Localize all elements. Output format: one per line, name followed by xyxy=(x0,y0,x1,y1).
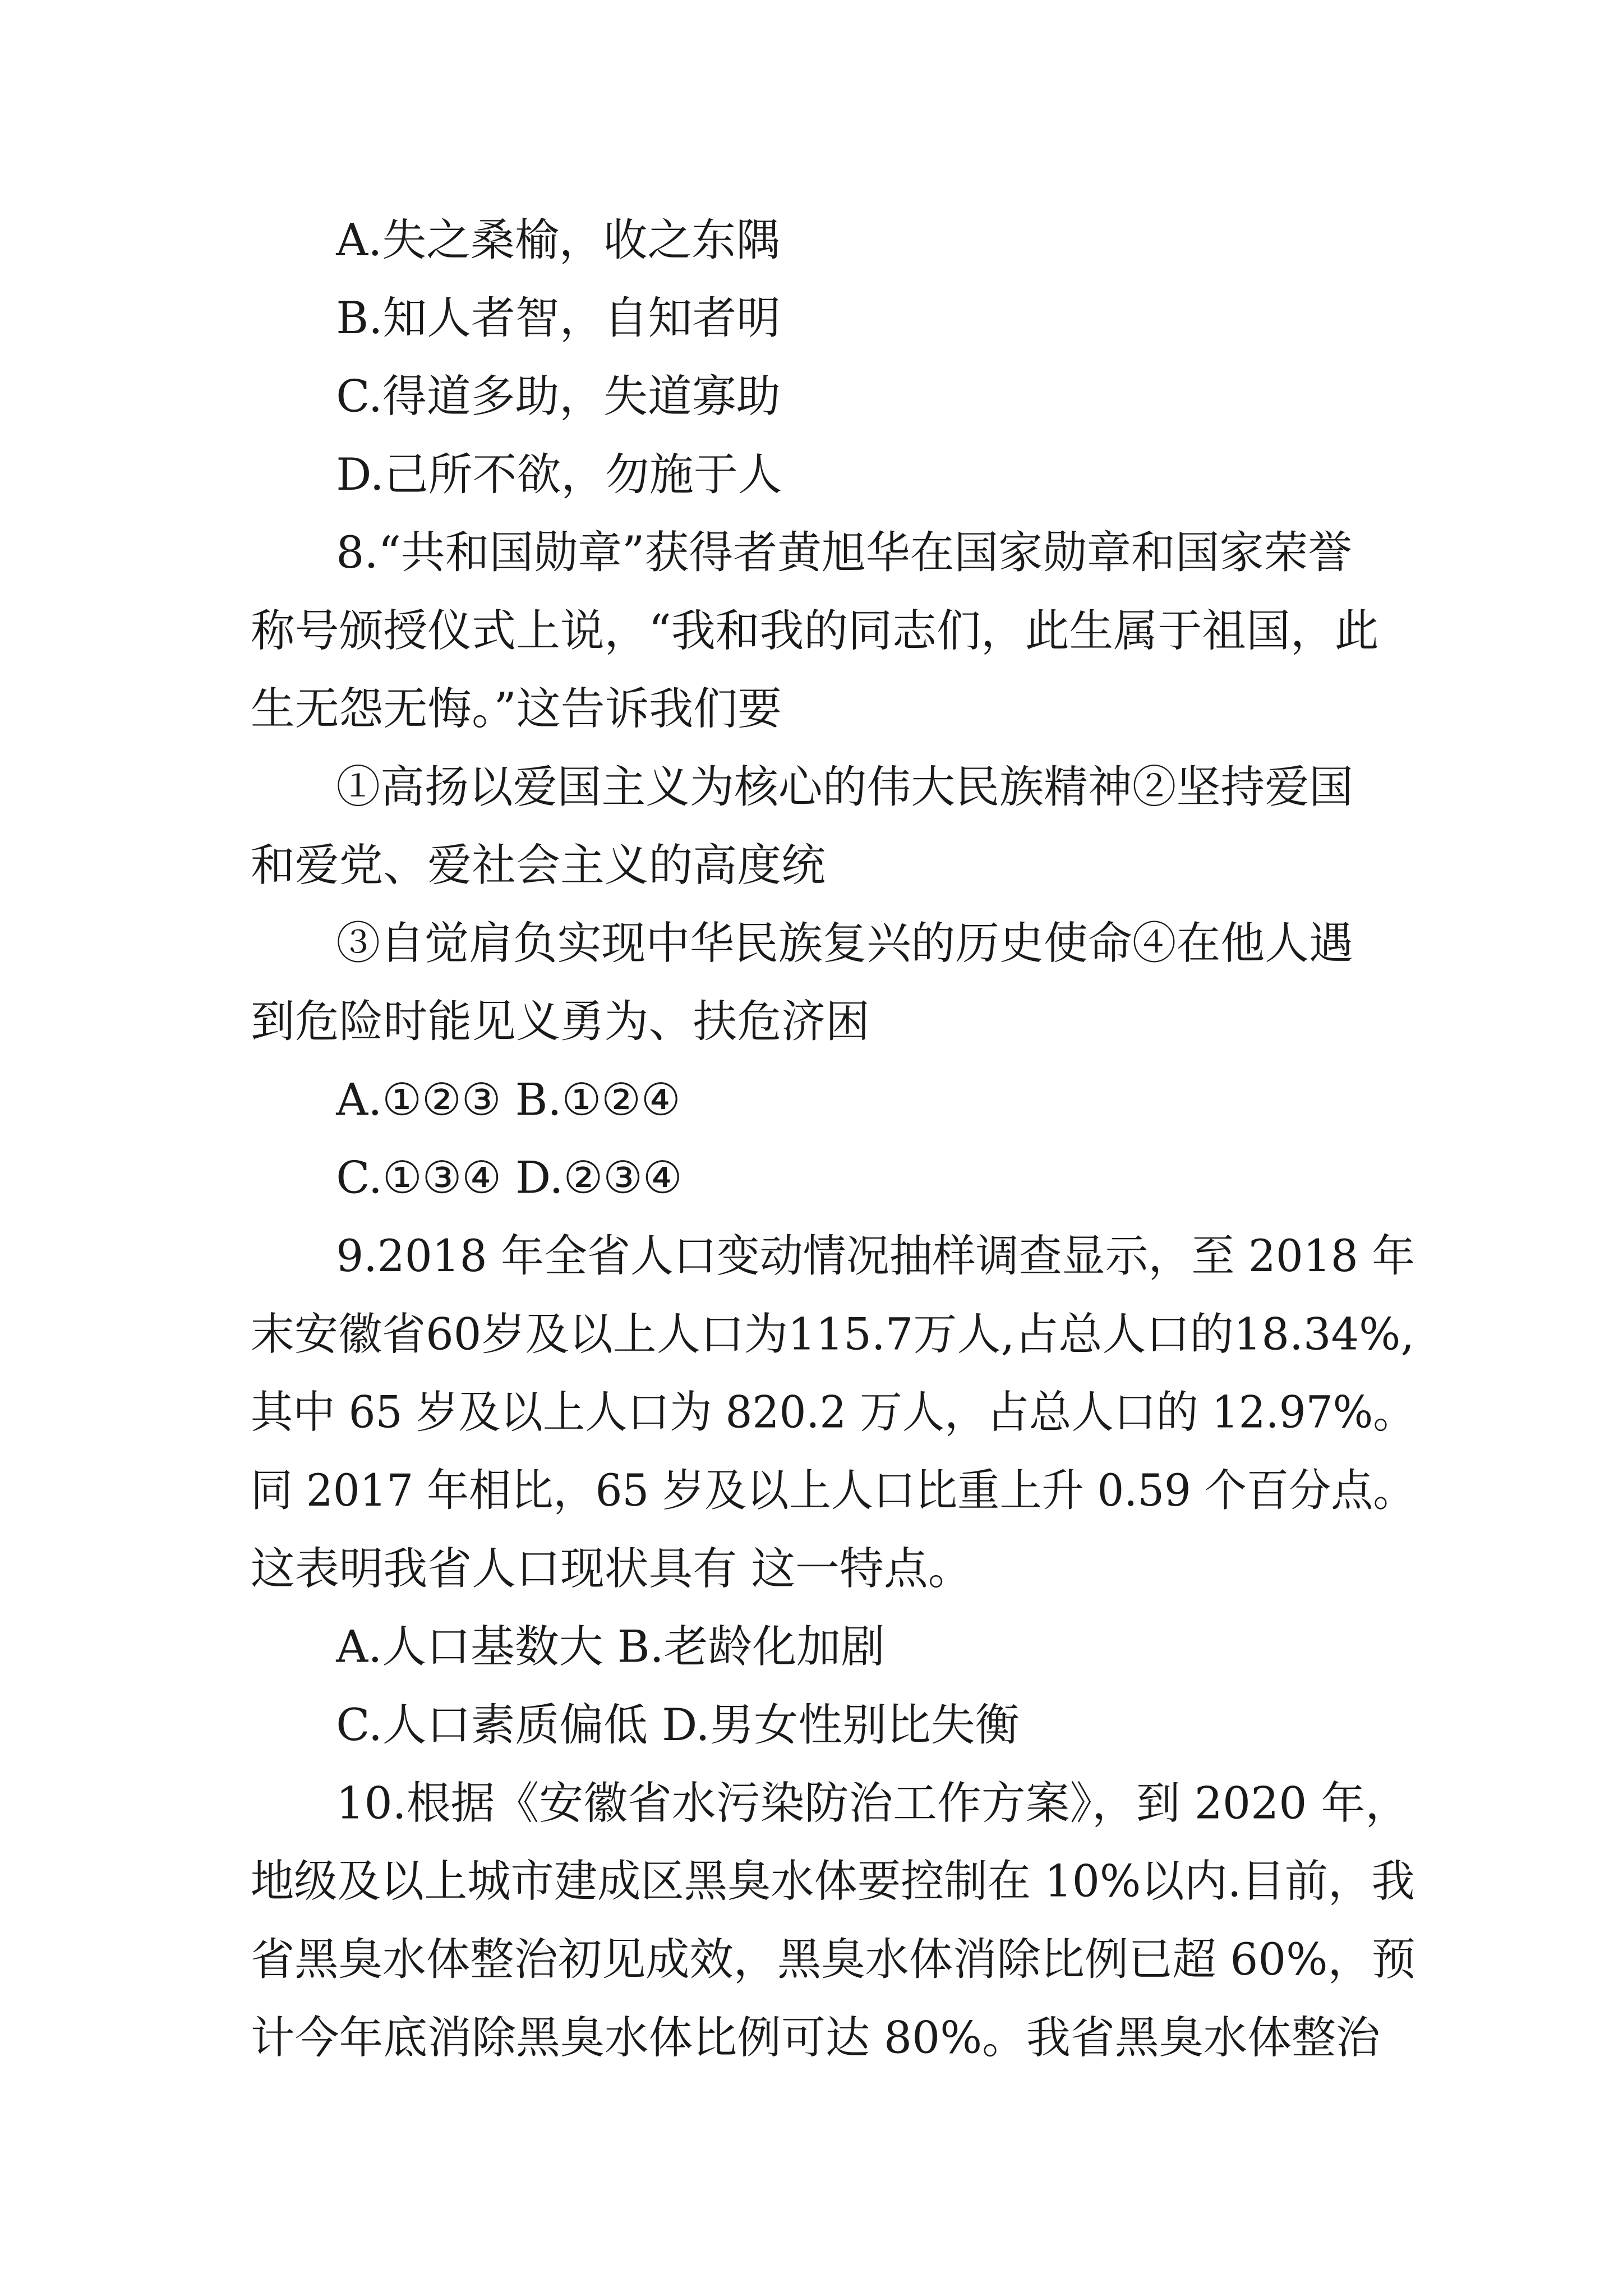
q8-stem-line-2: 称号颁授仪式上说，“我和我的同志们，此生属于祖国，此 xyxy=(250,606,1379,658)
q9-stem-line-3: 其中 65 岁及以上人口为 820.2 万人，占总人口的 12.97%。 xyxy=(250,1387,1415,1439)
q8-stem-line-1: 8.“共和国勋章”获得者黄旭华在国家勋章和国家荣誉 xyxy=(336,528,1353,580)
q9-stem-line-4: 同 2017 年相比，65 岁及以上人口比重上升 0.59 个百分点。 xyxy=(250,1466,1415,1518)
q9-stem-line-2: 末安徽省60岁及以上人口为115.7万人,占总人口的18.34%, xyxy=(250,1309,1415,1361)
q9-stem-line-5: 这表明我省人口现状具有 这一特点。 xyxy=(250,1544,972,1596)
q8-statement-line-4: 到危险时能见义勇为、扶危济困 xyxy=(250,997,870,1049)
q7-option-d: D.己所不欲，勿施于人 xyxy=(336,449,782,501)
q8-options-ab: A.①②③ B.①②④ xyxy=(336,1075,681,1127)
q8-statement-line-3: ③自觉肩负实现中华民族复兴的历史使命④在他人遇 xyxy=(336,918,1353,970)
q7-option-a: A.失之桑榆，收之东隅 xyxy=(336,215,781,267)
q8-stem-line-3: 生无怨无悔。”这告诉我们要 xyxy=(250,684,782,736)
q7-option-b: B.知人者智，自知者明 xyxy=(336,293,781,346)
q8-options-cd: C.①③④ D.②③④ xyxy=(336,1153,683,1205)
q10-stem-line-1: 10.根据《安徽省水污染防治工作方案》，到 2020 年， xyxy=(336,1778,1410,1830)
q10-stem-line-3: 省黑臭水体整治初见成效，黑臭水体消除比例已超 60%，预 xyxy=(250,1934,1416,1986)
q8-statement-line-2: 和爱党、爱社会主义的高度统 xyxy=(250,840,826,892)
q8-statement-line-1: ①高扬以爱国主义为核心的伟大民族精神②坚持爱国 xyxy=(336,762,1353,815)
q10-stem-line-2: 地级及以上城市建成区黑臭水体要控制在 10%以内.目前，我 xyxy=(250,1856,1415,1908)
q10-stem-line-4: 计今年底消除黑臭水体比例可达 80%。我省黑臭水体整治 xyxy=(250,2013,1380,2065)
q9-options-ab: A.人口基数大 B.老龄化加剧 xyxy=(336,1622,885,1674)
q9-stem-line-1: 9.2018 年全省人口变动情况抽样调查显示，至 2018 年 xyxy=(336,1231,1415,1283)
q9-options-cd: C.人口素质偏低 D.男女性别比失衡 xyxy=(336,1700,1020,1752)
q7-option-c: C.得道多助，失道寡助 xyxy=(336,371,781,424)
